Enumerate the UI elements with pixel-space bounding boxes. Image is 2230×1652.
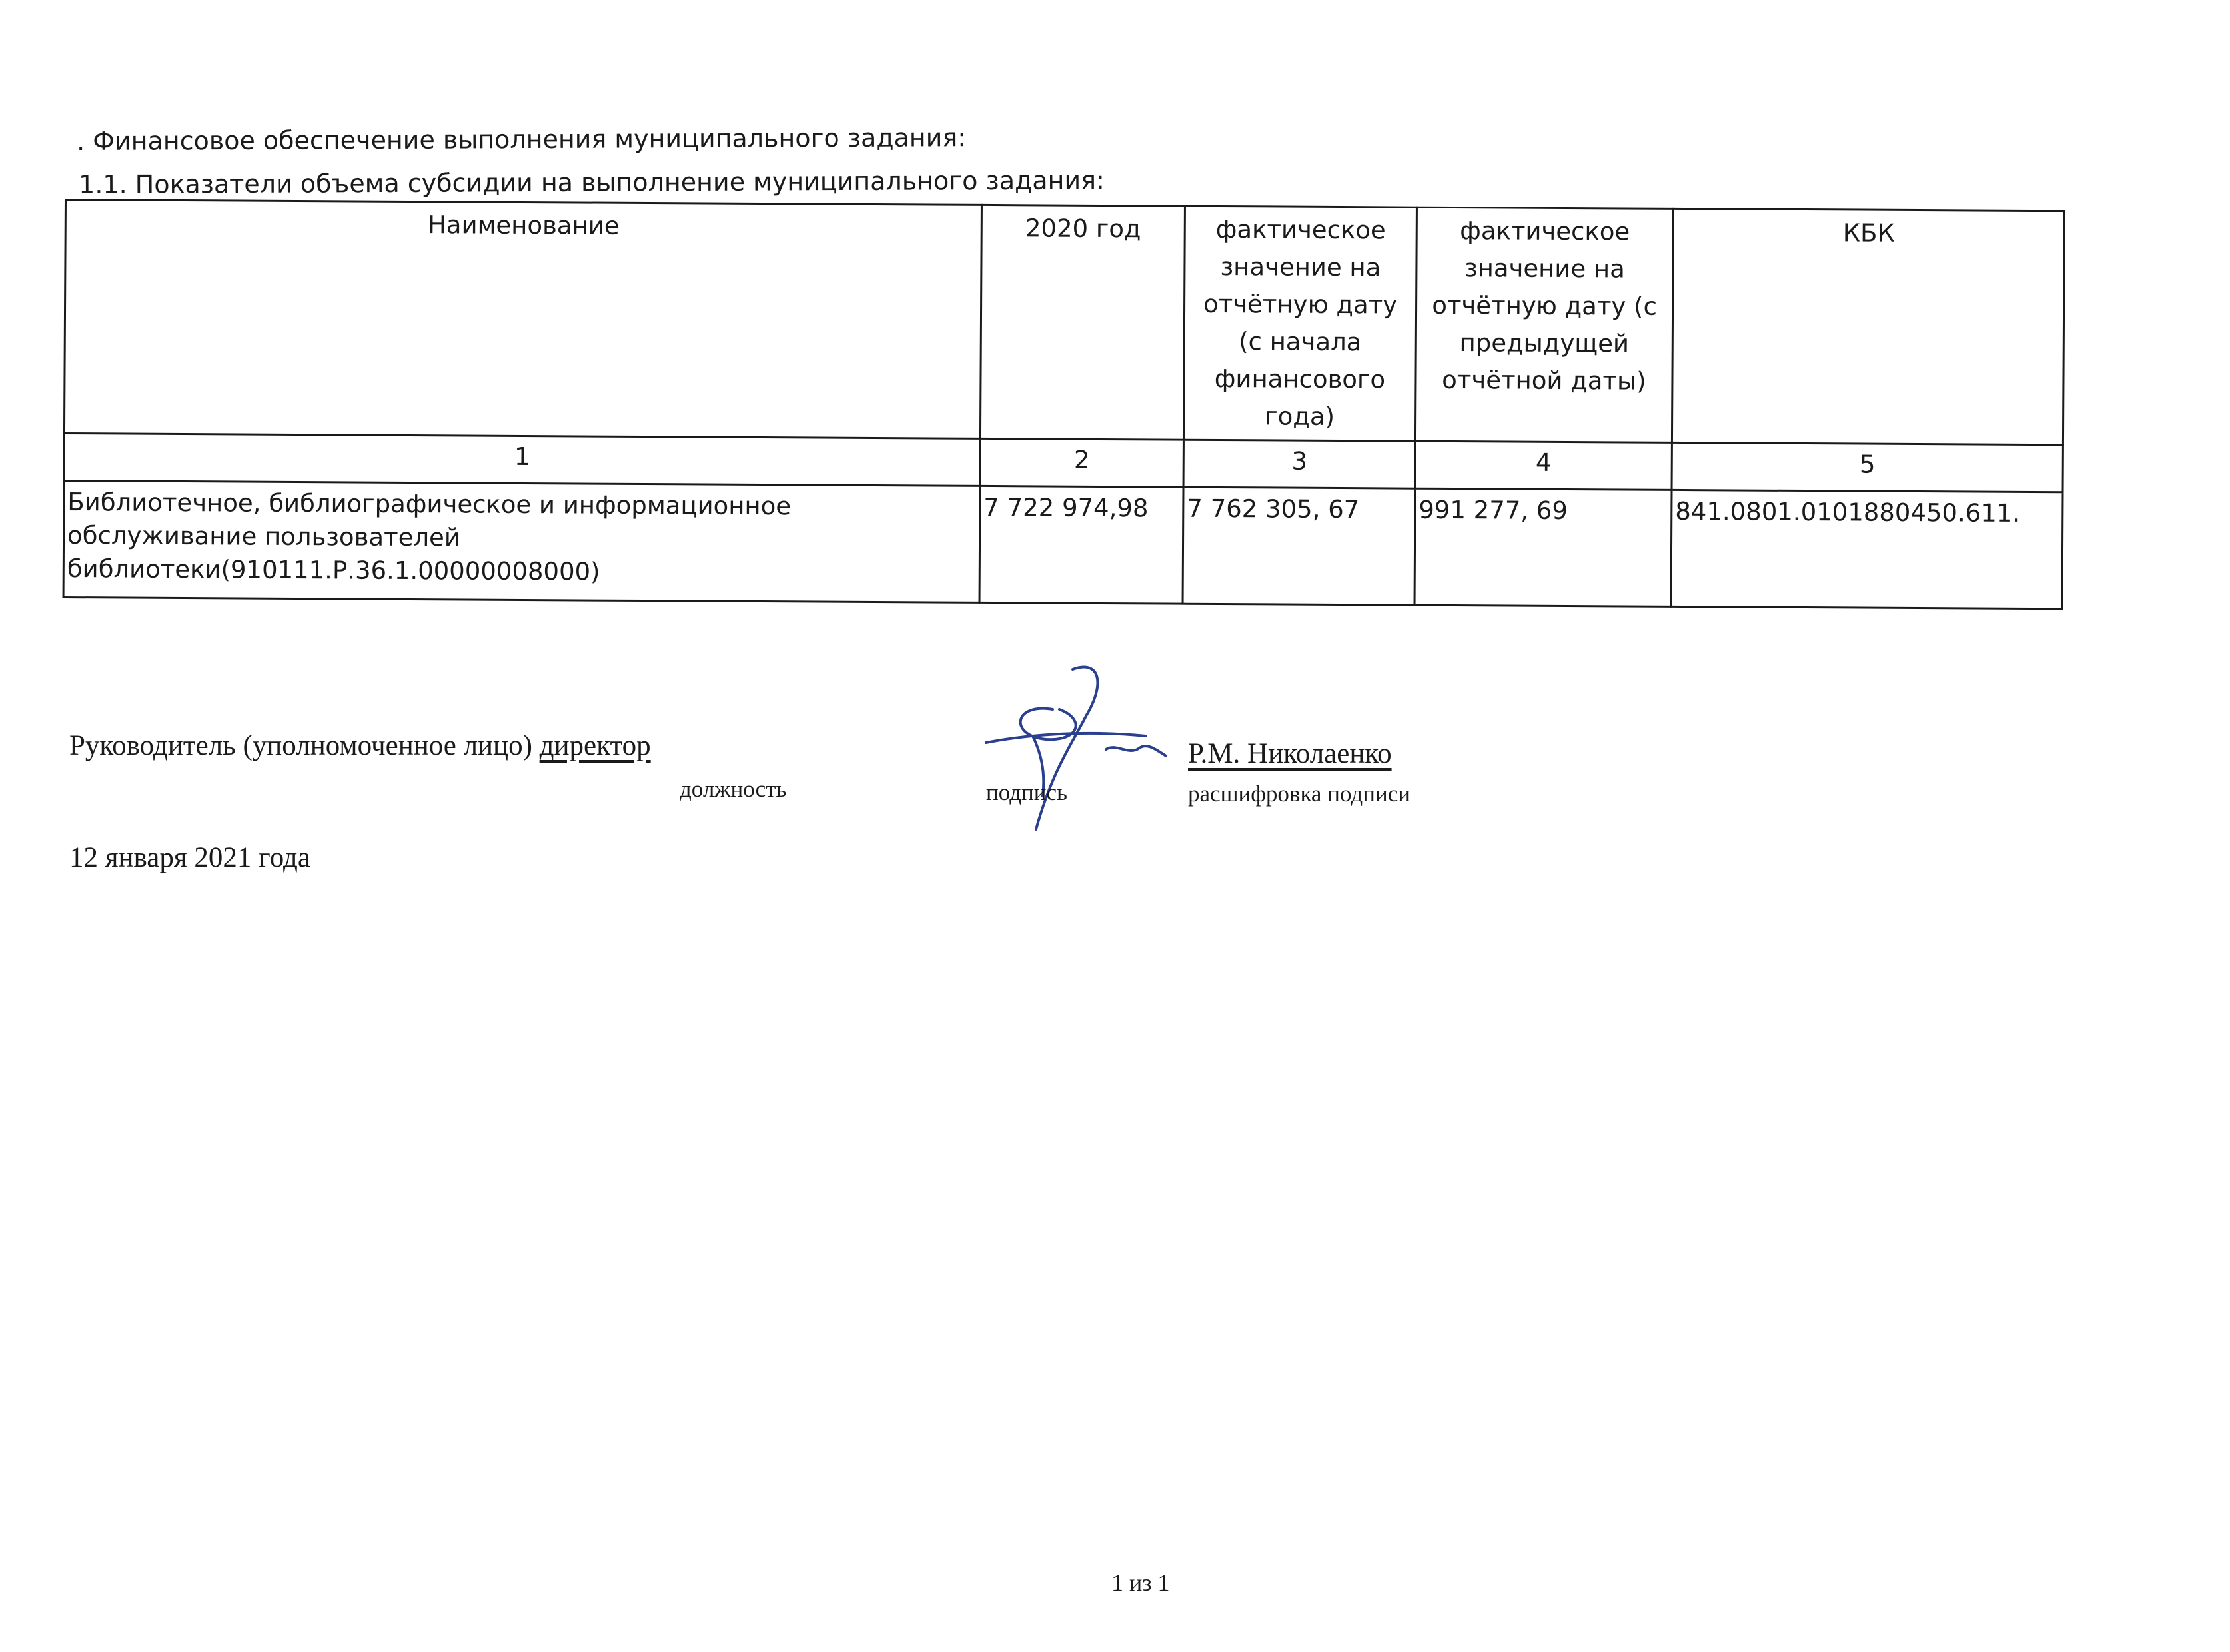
column-number: 5 — [1672, 442, 2063, 492]
header-actual-from-year-start: фактическое значение на отчётную дату (с начала финансового года) — [1183, 206, 1416, 441]
document-date: 12 января 2021 года — [69, 842, 310, 873]
header-name: Наименование — [64, 200, 981, 439]
column-number: 3 — [1183, 440, 1415, 488]
handwritten-signature — [973, 656, 1173, 836]
signatory-name: Р.М. Николаенко — [1188, 738, 1392, 769]
signatory-title: Руководитель (уполномоченное лицо) — [69, 730, 532, 761]
header-actual-from-previous-date: фактическое значение на отчётную дату (с предыдущей отчётной даты) — [1415, 207, 1673, 442]
column-number: 1 — [64, 434, 980, 486]
column-number: 2 — [980, 438, 1183, 487]
actual-from-previous-date-cell: 991 277, 69 — [1414, 488, 1672, 606]
subsection-heading: 1.1. Показатели объема субсидии на выполнение муниципального задания: — [79, 165, 1105, 199]
signatory-position: директор — [539, 730, 651, 761]
subsidy-table-container — [63, 199, 2063, 610]
signature-caption: подпись — [986, 779, 1067, 805]
signatory-line — [69, 729, 674, 762]
page-number: 1 из 1 — [1111, 1569, 1170, 1596]
table-header-row — [64, 200, 2064, 445]
header-year-2020: 2020 год — [980, 205, 1185, 440]
subsidy-table — [63, 199, 2065, 610]
table-row — [63, 481, 2063, 609]
position-caption: должность — [680, 776, 787, 802]
service-name-cell: Библиотечное, библиографическое и информационное обслуживание пользователей библиотеки(910111.Р.36.1.00000008000) — [63, 481, 980, 603]
section-heading: . Финансовое обеспечение выполнения муниципального задания: — [77, 123, 967, 156]
header-kbk: КБК — [1672, 208, 2064, 444]
year-2020-value-cell: 7 722 974,98 — [979, 486, 1183, 604]
name-caption: расшифровка подписи — [1188, 781, 1410, 807]
actual-from-year-start-cell: 7 762 305, 67 — [1183, 487, 1415, 605]
column-number: 4 — [1415, 441, 1672, 490]
kbk-cell: 841.0801.0101880450.611. — [1671, 490, 2063, 608]
